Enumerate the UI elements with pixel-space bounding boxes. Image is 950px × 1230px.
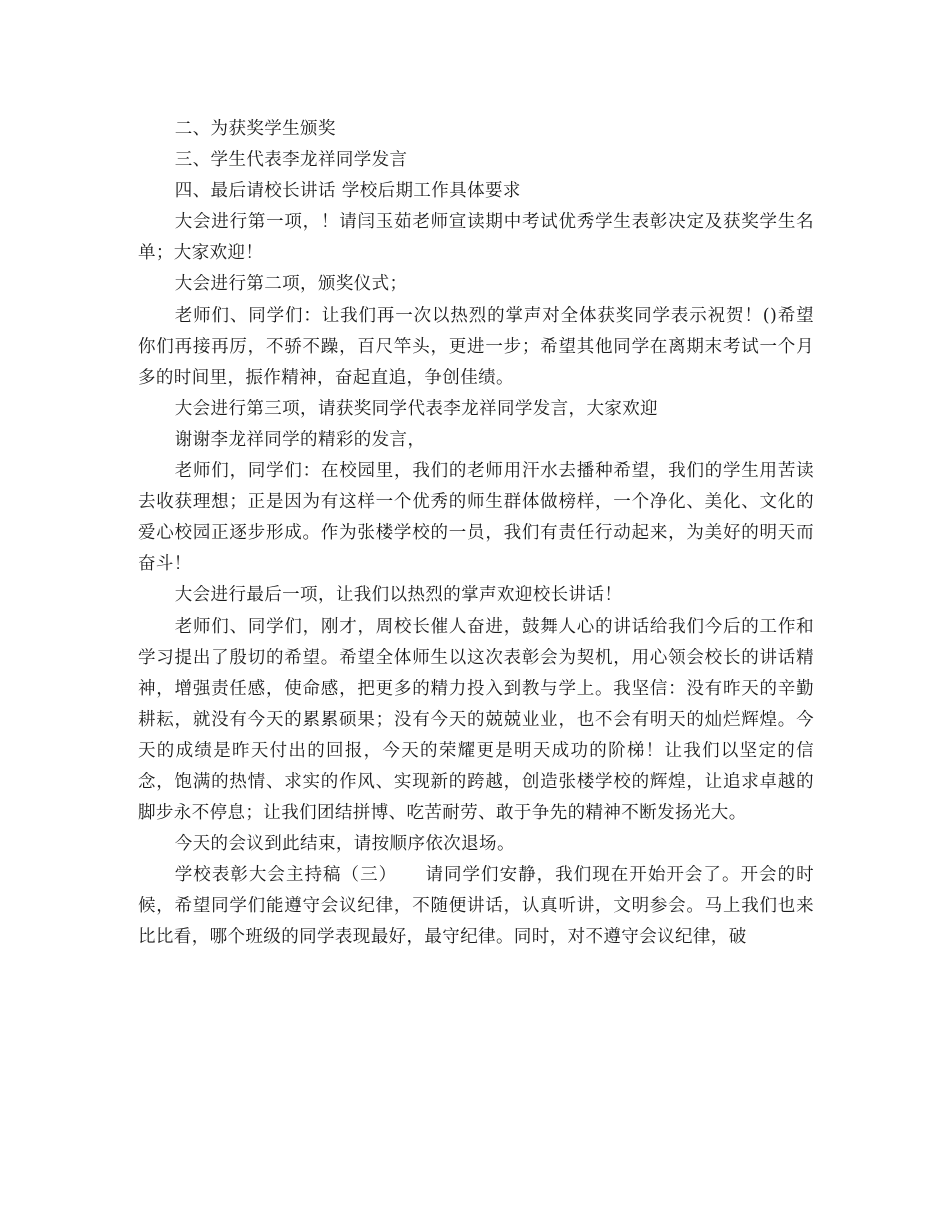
paragraph-adjourn: 今天的会议到此结束，请按顺序依次退场。 — [174, 834, 515, 855]
paragraph-closing-remarks: 老师们、同学们，刚才，周校长催人奋进，鼓舞人心的讲话给我们今后的工作和学习提出了殷切的希望。希望全体师生以这次表彰会为契机，用心领会校长的讲话精神，增强责任感，使命感，把更多的精力投入到教与学上。我坚信：没有昨天的辛勤耕耘，就没有今天的累累硕果；没有今天的兢兢业业，也不会有明天的灿烂辉煌。今天的成绩是昨天付出的回报，今天的荣耀更是明天成功的阶梯！让我们以坚定的信念，饱满的热情、求实的作风、实现新的跨越，创造张楼学校的辉煌，让追求卓越的脚步永不停息；让我们团结拼博、吃苦耐劳、敢于争先的精神不断发扬光大。 — [138, 616, 814, 824]
paragraph-item-3: 大会进行第三项，请获奖同学代表李龙祥同学发言，大家欢迎 — [174, 398, 659, 419]
document-body — [138, 114, 814, 954]
paragraph-agenda-4: 四、最后请校长讲话 学校后期工作具体要求 — [174, 181, 521, 202]
paragraph-thanks: 谢谢李龙祥同学的精彩的发言， — [174, 429, 426, 450]
paragraph-script-three: 学校表彰大会主持稿（三） 请同学们安静，我们现在开始开会了。开会的时候，希望同学们能遵守会议纪律，不随便讲话，认真听讲，文明参会。马上我们也来比比看，哪个班级的同学表现最好，最守纪律。同时，对不遵守会议纪律，破 — [138, 865, 814, 948]
paragraph-item-1: 大会进行第一项，！请闫玉茹老师宣读期中考试优秀学生表彰决定及获奖学生名单；大家欢迎！ — [138, 212, 814, 264]
paragraph-agenda-3: 三、学生代表李龙祥同学发言 — [174, 150, 408, 171]
paragraph-item-last: 大会进行最后一项，让我们以热烈的掌声欢迎校长讲话！ — [174, 585, 623, 606]
paragraph-congratulations: 老师们、同学们：让我们再一次以热烈的掌声对全体获奖同学表示祝贺！()希望你们再接再厉，不骄不躁，百尺竿头，更进一步；希望其他同学在离期末考试一个月多的时间里，振作精神，奋起直追，争创佳绩。 — [138, 305, 814, 388]
paragraph-item-2: 大会进行第二项，颁奖仪式； — [174, 274, 408, 295]
paragraph-campus: 老师们，同学们：在校园里，我们的老师用汗水去播种希望，我们的学生用苦读去收获理想；正是因为有这样一个优秀的师生群体做榜样，一个净化、美化、文化的爱心校园正逐步形成。作为张楼学校的一员，我们有责任行动起来，为美好的明天而奋斗！ — [138, 461, 814, 575]
paragraph-agenda-2: 二、为获奖学生颁奖 — [174, 119, 336, 139]
